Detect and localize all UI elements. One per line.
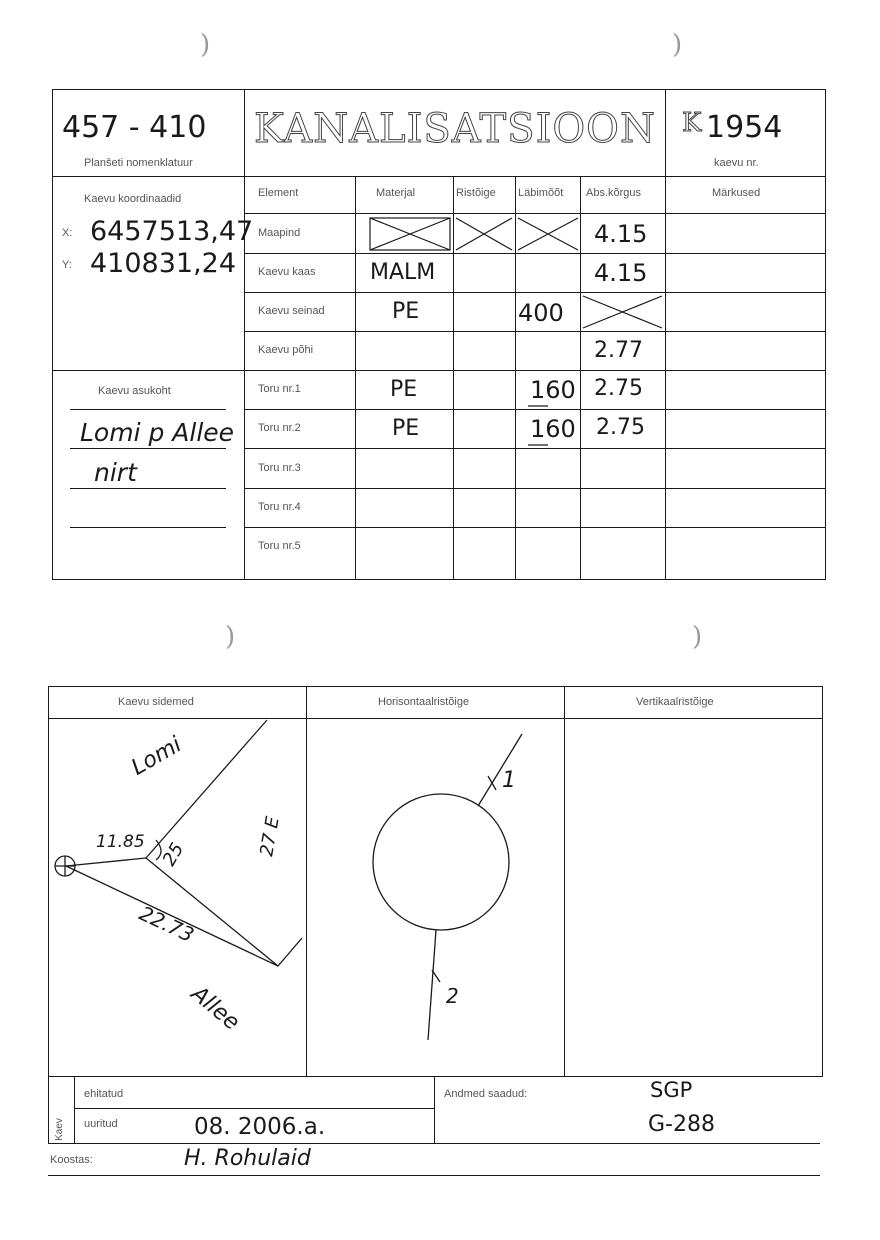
well-number-label: kaevu nr. xyxy=(714,157,759,169)
punch-mark: ) xyxy=(692,622,703,652)
row-element: Toru nr.4 xyxy=(258,501,301,513)
angle-label: 25 xyxy=(158,839,189,870)
location-label: Kaevu asukoht xyxy=(98,385,171,397)
header-abs-height: Abs.kõrgus xyxy=(586,187,642,199)
sketch-header-vertical: Vertikaalristõige xyxy=(636,696,714,708)
row-element: Maapind xyxy=(258,227,301,239)
surveyed-value: 08. 2006.a. xyxy=(194,1114,326,1140)
x-label: X: xyxy=(62,227,73,239)
row-element: Toru nr.2 xyxy=(258,422,301,434)
location-line1: Lomi p Allee xyxy=(80,418,235,447)
row-element: Toru nr.1 xyxy=(258,383,301,395)
punch-mark: ) xyxy=(200,30,211,60)
tie-line xyxy=(66,858,146,866)
street-label: Lomi xyxy=(127,732,186,781)
row-element: Toru nr.5 xyxy=(258,540,301,552)
diameter-value: 160 xyxy=(530,415,576,443)
x-value: 6457513,47 xyxy=(90,216,254,247)
built-label: ehitatud xyxy=(84,1088,124,1100)
punch-mark: ) xyxy=(225,622,236,652)
page-title: KANALISATSIOON xyxy=(254,106,656,152)
header-element: Element xyxy=(258,187,299,199)
height-value: 4.15 xyxy=(594,220,648,248)
header-material: Materjal xyxy=(376,187,416,199)
diameter-value: 400 xyxy=(518,299,564,327)
footer-side-label: Kaev xyxy=(53,1118,65,1141)
pipe-line xyxy=(428,930,436,1040)
material-value: PE xyxy=(392,416,420,441)
well-circle xyxy=(373,794,509,930)
punch-mark: ) xyxy=(672,30,683,60)
material-value: PE xyxy=(392,299,420,324)
nomenclature-label: Planšeti nomenklatuur xyxy=(84,157,193,169)
compiled-label: Koostas: xyxy=(50,1154,93,1166)
y-value: 410831,24 xyxy=(90,248,237,279)
y-label: Y: xyxy=(62,259,72,271)
distance-label: 22.73 xyxy=(135,901,198,947)
row-element: Kaevu kaas xyxy=(258,266,316,278)
header-diameter: Läbimõõt xyxy=(518,187,564,199)
row-element: Kaevu põhi xyxy=(258,344,314,356)
pipe-number: 1 xyxy=(502,768,516,793)
pipe-number: 2 xyxy=(446,984,459,1008)
data-source-label: Andmed saadud: xyxy=(444,1088,528,1100)
location-line2: nirt xyxy=(94,458,137,487)
material-value: MALM xyxy=(370,260,436,285)
row-element: Kaevu seinad xyxy=(258,305,325,317)
height-value: 2.75 xyxy=(596,415,645,440)
note-label: 27 E xyxy=(256,814,284,859)
surveyed-label: uuritud xyxy=(84,1118,118,1130)
height-value: 4.15 xyxy=(594,259,648,287)
material-value: PE xyxy=(390,377,418,402)
data-source-code: G-288 xyxy=(648,1112,715,1137)
nomenclature-value: 457 - 410 xyxy=(62,110,207,145)
height-value: 2.77 xyxy=(594,338,643,363)
header-cross-section: Ristõige xyxy=(456,187,496,199)
coordinates-label: Kaevu koordinaadid xyxy=(84,193,182,205)
row-element: Toru nr.3 xyxy=(258,462,301,474)
street-label: Allee xyxy=(186,981,245,1036)
well-number: 1954 xyxy=(706,110,783,145)
compiled-value: H. Rohulaid xyxy=(184,1146,311,1171)
distance-label: 11.85 xyxy=(96,832,145,852)
header-notes: Märkused xyxy=(712,187,761,199)
well-prefix: K xyxy=(682,108,702,138)
diameter-value: 160 xyxy=(530,376,576,404)
height-value: 2.75 xyxy=(594,376,643,401)
data-source-value: SGP xyxy=(650,1078,693,1102)
sketch-header-horizontal: Horisontaalristõige xyxy=(378,696,470,708)
sketch-header-ties: Kaevu sidemed xyxy=(118,696,194,708)
